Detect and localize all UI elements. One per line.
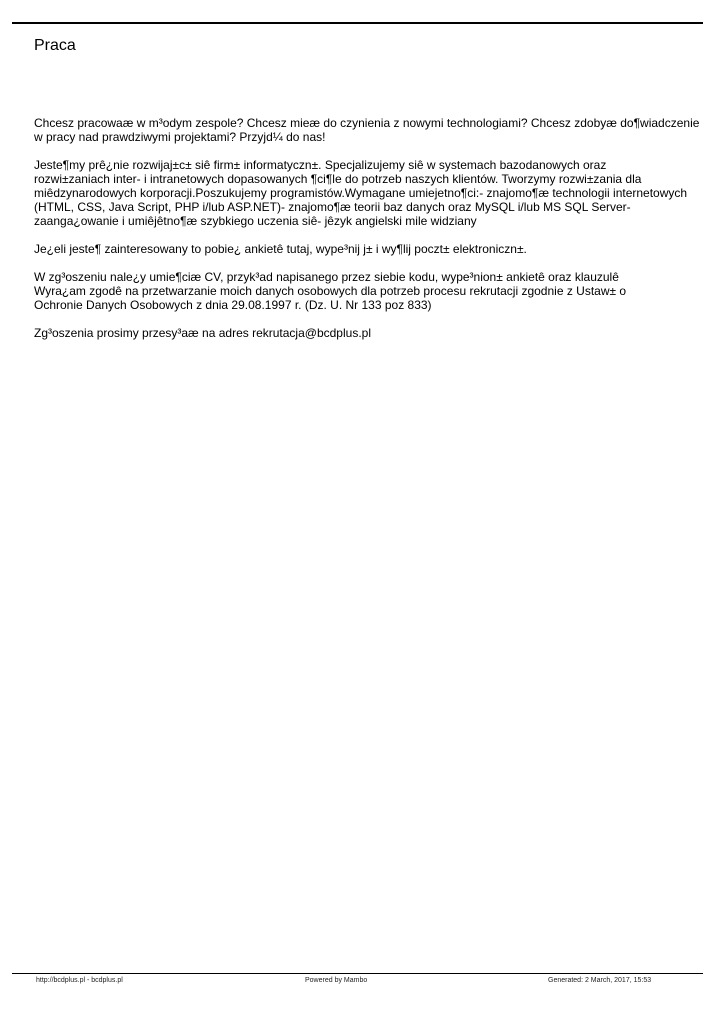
paragraph-intro xyxy=(34,116,725,144)
paragraph-line: (HTML, CSS, Java Script, PHP i/lub ASP.NET)- znajomo¶æ teorii baz danych oraz MySQL i/lub MS SQL Server- xyxy=(34,200,631,214)
paragraph-contact xyxy=(34,326,725,340)
paragraph-line: Jeste¶my prê¿nie rozwijaj±c± siê firm± informatyczn±. Specjalizujemy siê w systemach bazodanowych oraz xyxy=(34,158,607,172)
footer-generated: Generated: 2 March, 2017, 15:53 xyxy=(548,977,652,984)
paragraph-line: miêdzynarodowych korporacji.Poszukujemy programistów.Wymagane umiejetno¶ci:- znajomo¶æ technologii internetowych xyxy=(34,186,688,200)
page-title: Praca xyxy=(34,37,76,54)
paragraph-line: W zg³oszeniu nale¿y umie¶ciæ CV, przyk³ad napisanego przez siebie kodu, wype³nion± ankietê oraz klauzulê xyxy=(34,270,619,284)
paragraph-survey xyxy=(34,242,725,256)
paragraph-line: Wyra¿am zgodê na przetwarzanie moich danych osobowych dla potrzeb procesu rekrutacji zgodnie z Ustaw± o xyxy=(34,284,627,298)
paragraph-line: Ochronie Danych Osobowych z dnia 29.08.1997 r. (Dz. U. Nr 133 poz 833) xyxy=(34,298,432,312)
paragraph-line: Je¿eli jeste¶ zainteresowany to pobie¿ ankietê tutaj, wype³nij j± i wy¶lij poczt± elektroniczn±. xyxy=(34,242,527,256)
footer-powered-by: Powered by Mambo xyxy=(305,977,368,984)
paragraph-line: Zg³oszenia prosimy przesy³aæ na adres rekrutacja@bcdplus.pl xyxy=(34,326,371,340)
footer-url: http://bcdplus.pl - bcdplus.pl xyxy=(36,977,123,984)
article-body xyxy=(34,116,725,354)
paragraph-line: zaanga¿owanie i umiêjêtno¶æ szybkiego uczenia siê- jêzyk angielski mile widziany xyxy=(34,214,477,228)
paragraph-company xyxy=(34,158,725,228)
paragraph-line: rozwi±zaniach inter- i intranetowych dopasowanych ¶ci¶le do potrzeb naszych klientów. Tworzymy rozwi±zania dla xyxy=(34,172,642,186)
paragraph-application xyxy=(34,270,725,312)
paragraph-line: Chcesz pracowaæ w m³odym zespole? Chcesz mieæ do czynienia z nowymi technologiami? Chcesz zdobyæ do¶wiadczenie xyxy=(34,116,700,130)
paragraph-line: w pracy nad prawdziwymi projektami? Przyjd¼ do nas! xyxy=(34,130,326,144)
footer-divider xyxy=(12,973,703,974)
header-divider xyxy=(12,22,703,24)
